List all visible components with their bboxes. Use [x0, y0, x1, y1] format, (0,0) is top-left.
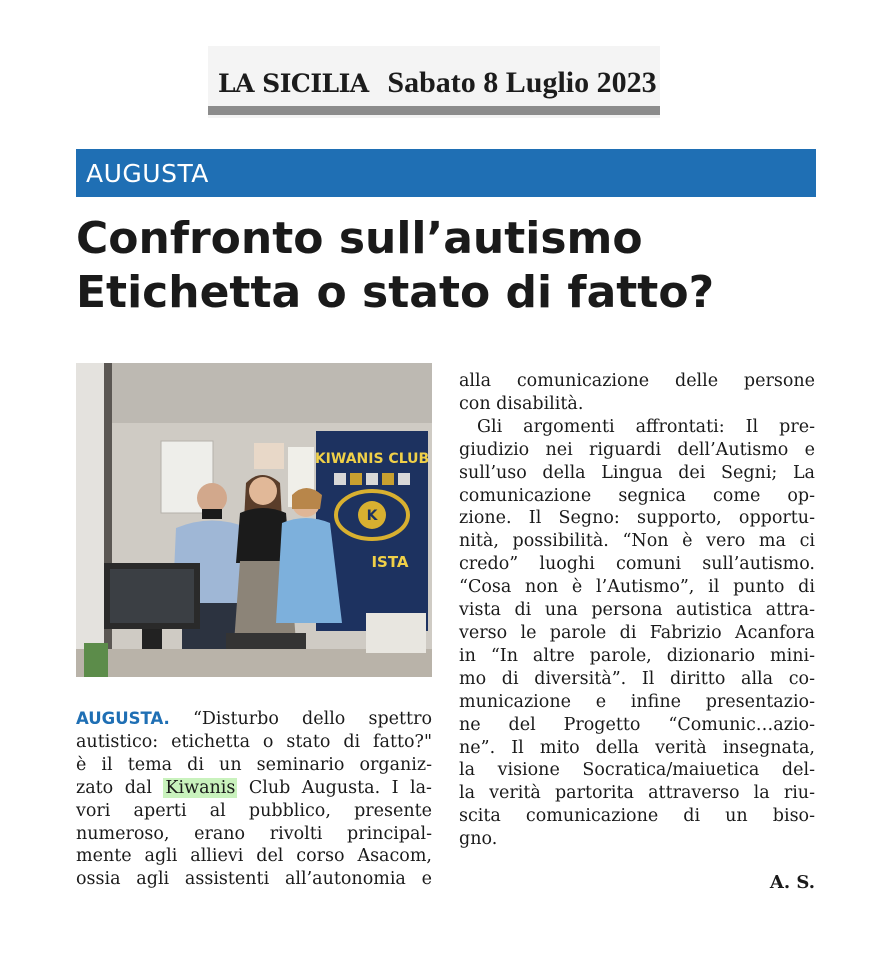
text-line: autistico: etichetta o stato di fatto?" [76, 731, 432, 752]
text-line: comunicazione segnica come op- [459, 485, 815, 506]
text-line: verso le parole di Fabrizio Acanfora [459, 622, 815, 643]
text-line: municazione e infine presentazio- [459, 691, 815, 712]
text-line [76, 777, 432, 800]
article-column-left [76, 708, 432, 891]
newspaper-name: LA SICILIA [218, 69, 369, 98]
text-line: con disabilità. [459, 393, 584, 414]
text-line: vori aperti al pubblico, presente [76, 800, 432, 821]
section-label: AUGUSTA [86, 159, 209, 188]
masthead-rule [208, 106, 660, 115]
text-line: mente agli allievi del corso Asacom, [76, 846, 432, 867]
article-photo [76, 363, 432, 677]
photo-banner-lower: ISTA [371, 553, 409, 571]
photo-banner-text: KIWANIS CLUB [314, 451, 430, 467]
text-line: credo” luoghi comuni sull’autismo. [459, 554, 815, 575]
svg-text:K: K [366, 508, 378, 524]
text-line: ossia agli assistenti all’autonomia e [76, 869, 432, 890]
text-line: ne del Progetto “Comunic…azio- [459, 714, 815, 735]
masthead [208, 46, 660, 118]
text-line: in “In altre parole, dizionario mini- [459, 645, 815, 666]
text-line: gno. [459, 829, 498, 850]
text-line: ne”. Il mito della verità insegnata, [459, 737, 815, 758]
publication-date: Sabato 8 Luglio 2023 [387, 66, 657, 99]
text-line: giudizio nei riguardi dell’Autismo e [459, 439, 815, 460]
text-line: numeroso, erano rivolti principal- [76, 823, 432, 844]
article-kicker: AUGUSTA. [76, 709, 170, 728]
text-line: è il tema di un seminario organiz- [76, 754, 432, 775]
text-segment: zato dal [76, 777, 152, 798]
text-line: sull’uso della Lingua dei Segni; La [459, 462, 815, 483]
text-line: “Cosa non è l’Autismo”, il punto di [459, 577, 815, 598]
text-line: alla comunicazione delle persone [459, 371, 815, 391]
headline-line-1: Confronto sull’autismo [76, 213, 643, 264]
text-segment: Club Augusta. I la- [248, 777, 432, 798]
section-bar [76, 149, 816, 197]
headline-line-2: Etichetta o stato di fatto? [76, 267, 715, 318]
headline [76, 212, 836, 320]
text-line: la visione Socratica/maiuetica del- [459, 760, 815, 781]
highlighted-word: Kiwanis [165, 777, 236, 798]
text-line: zione. Il Segno: supporto, opportu- [459, 508, 815, 529]
article-column-right [459, 370, 815, 851]
text-line: scita comunicazione di un biso- [459, 806, 815, 827]
masthead-text [218, 66, 657, 100]
article-byline: A. S. [769, 872, 815, 893]
text-line: la verità partorita attraverso la riu- [459, 783, 815, 804]
text-line: nità, possibilità. “Non è vero ma ci [459, 531, 815, 552]
text-line: mo di diversità”. Il diritto alla co- [459, 668, 815, 689]
photo-illustration [76, 363, 432, 677]
text-line: vista di una persona autistica attra- [459, 600, 815, 621]
text-line: Gli argomenti affrontati: Il pre- [477, 416, 815, 437]
text-segment: “Disturbo dello spettro [192, 709, 432, 729]
text-line [76, 708, 432, 731]
